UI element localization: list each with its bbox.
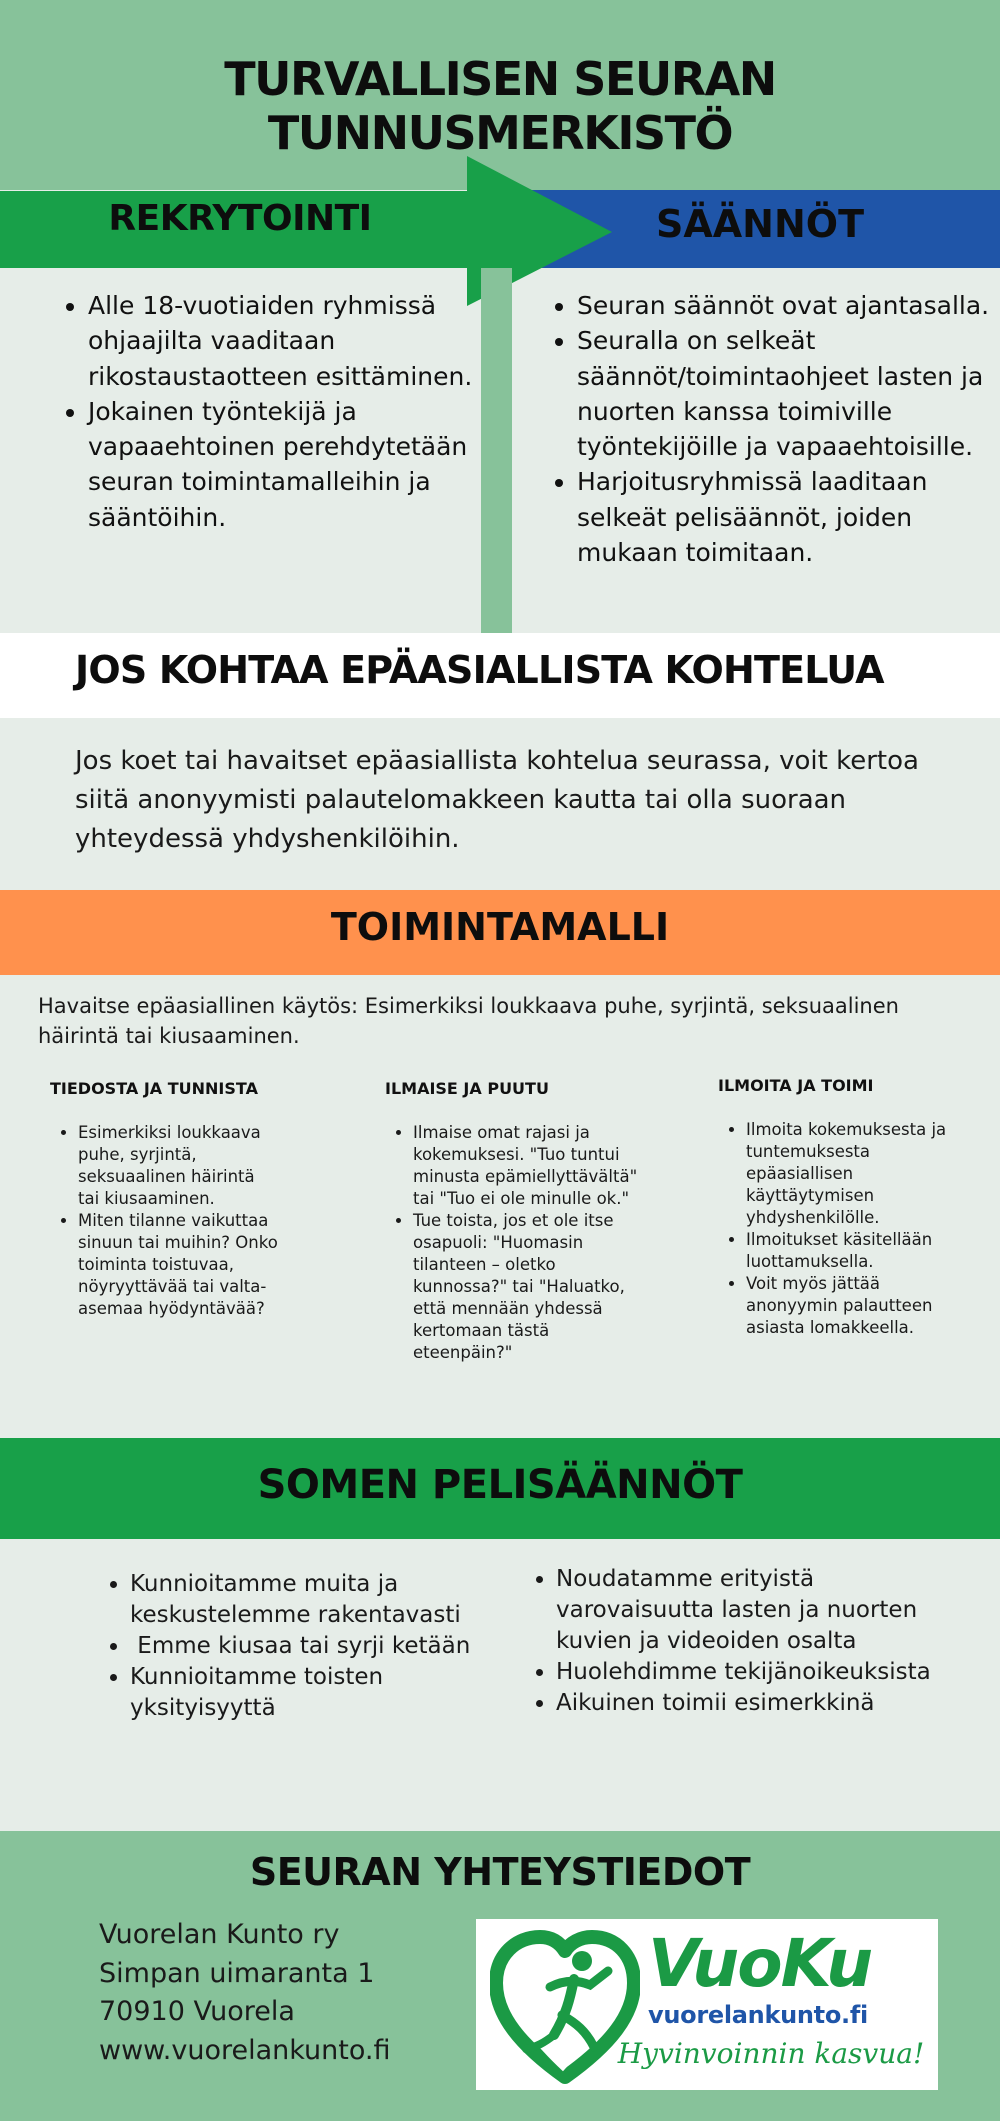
page-title: TURVALLISEN SEURAN TUNNUSMERKISTÖ <box>224 52 776 160</box>
list-item: • Seuran säännöt ovat ajantasalla. <box>577 288 1000 323</box>
contact-name: Vuorelan Kunto ry <box>99 1919 340 1950</box>
inappropriate-heading: JOS KOHTAA EPÄASIALLISTA KOHTELUA <box>75 648 884 692</box>
column-title-report: ILMOITA JA TOIMI <box>718 1076 874 1095</box>
column-title-recognize: TIEDOSTA JA TUNNISTA <box>50 1079 258 1098</box>
logo-url: vuorelankunto.fi <box>648 2001 868 2029</box>
column-title-express: ILMAISE JA PUUTU <box>385 1079 549 1098</box>
social-list-left <box>100 1569 520 1724</box>
recruitment-heading: REKRYTOINTI <box>108 198 372 239</box>
list-item: • Ilmaise omat rajasi ja kokemuksesi. "Tuo tuntui minusta epämiellyttävältä" tai "Tuo ei ole minulle ok." <box>413 1122 650 1210</box>
column-list-recognize <box>50 1122 280 1320</box>
list-item: • Emme kiusaa tai syrji ketään <box>130 1631 520 1662</box>
list-item: • Aikuinen toimii esimerkkinä <box>556 1688 976 1719</box>
list-item: • Noudatamme erityistä varovaisuutta lasten ja nuorten kuvien ja videoiden osalta <box>556 1564 976 1657</box>
list-item: • Alle 18-vuotiaiden ryhmissä ohjaajilta vaaditaan rikostaustaotteen esittäminen. <box>88 288 476 394</box>
list-item: • Harjoitusryhmissä laaditaan selkeät pelisäännöt, joiden mukaan toimitaan. <box>577 464 1000 570</box>
logo-name: VuoKu <box>648 1925 872 2002</box>
column-list-report <box>718 1119 968 1339</box>
list-item: • Kunnioitamme toisten yksityisyyttä <box>130 1662 520 1724</box>
list-item: • Jokainen työntekijä ja vapaaehtoinen perehdytetään seuran toimintamalleihin ja sääntöihin. <box>88 394 476 535</box>
social-list-right <box>526 1564 976 1719</box>
column-list-express <box>385 1122 650 1364</box>
social-heading: SOMEN PELISÄÄNNÖT <box>257 1462 743 1508</box>
club-logo <box>476 1919 938 2090</box>
contact-info <box>99 1916 499 2070</box>
contact-heading: SEURAN YHTEYSTIEDOT <box>249 1850 751 1894</box>
list-item: • Ilmoita kokemuksesta ja tuntemuksesta epäasiallisen käyttäytymisen yhdyshenkilölle. <box>746 1119 968 1229</box>
contact-address: Simpan uimaranta 1 <box>99 1957 375 1989</box>
list-item: • Ilmoitukset käsitellään luottamuksella. <box>746 1229 968 1273</box>
list-item: • Voit myös jättää anonyymin palautteen asiasta lomakkeella. <box>746 1273 968 1339</box>
list-item: • Tue toista, jos et ole itse osapuoli: "Huomasin tilanteen – oletko kunnossa?" tai "Haluatko, että mennään yhdessä kertomaan tästä eteenpäin?" <box>413 1210 650 1364</box>
list-item: • Huolehdimme tekijänoikeuksista <box>556 1657 976 1688</box>
list-item: • Esimerkiksi loukkaava puhe, syrjintä, seksuaalinen häirintä tai kiusaaminen. <box>78 1122 280 1210</box>
contact-website-link[interactable]: www.vuorelankunto.fi <box>99 2034 391 2066</box>
inappropriate-text: Jos koet tai havaitset epäasiallista kohtelua seurassa, voit kertoa siitä anonyymisti palautelomakkeen kautta tai olla suoraan yhteydessä yhdyshenkilöihin. <box>75 746 919 854</box>
logo-slogan: Hyvinvoinnin kasvua! <box>617 2037 925 2070</box>
list-item: • Seuralla on selkeät säännöt/toimintaohjeet lasten ja nuorten kanssa toimiville työntekijöille ja vapaaehtoisille. <box>577 323 1000 464</box>
rules-list <box>545 288 1000 570</box>
model-intro: Havaitse epäasiallinen käytös: Esimerkiksi loukkaava puhe, syrjintä, seksuaalinen häirintä tai kiusaaminen. <box>38 994 899 1048</box>
recruitment-list <box>56 288 476 535</box>
column-divider <box>481 268 512 633</box>
list-item: • Kunnioitamme muita ja keskustelemme rakentavasti <box>130 1569 520 1631</box>
contact-postal: 70910 Vuorela <box>99 1996 295 2027</box>
list-item: • Miten tilanne vaikuttaa sinuun tai muihin? Onko toiminta toistuvaa, nöyryyttävää tai valta-asemaa hyödyntävää? <box>78 1210 280 1320</box>
rules-heading: SÄÄNNÖT <box>655 202 865 246</box>
model-heading: TOIMINTAMALLI <box>330 905 670 949</box>
